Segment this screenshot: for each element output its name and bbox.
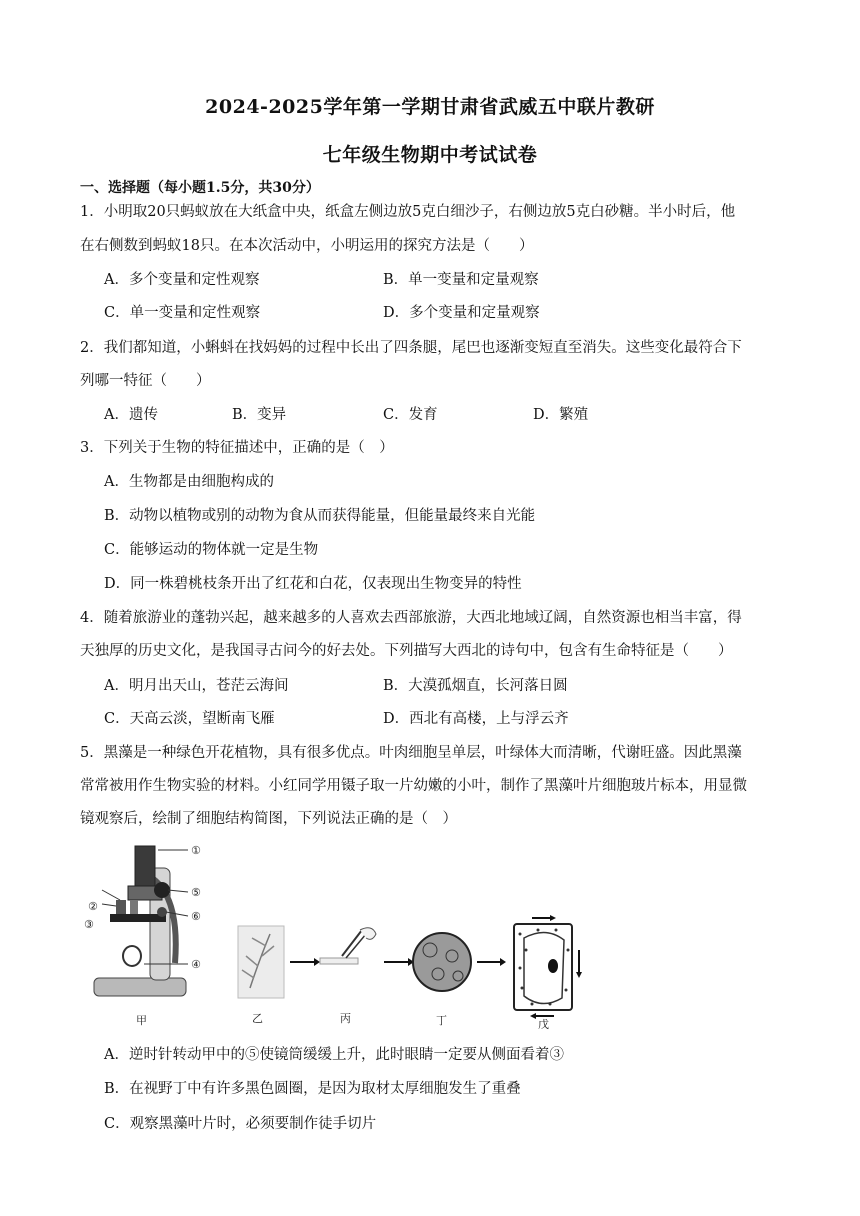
q1-option-c: C．单一变量和定性观察 xyxy=(104,305,261,321)
q4-option-d: D．西北有高楼，上与浮云齐 xyxy=(383,711,569,727)
q5-figure-drawing xyxy=(80,838,600,1033)
q1-option-b: B．单一变量和定量观察 xyxy=(383,272,539,288)
figure-number-1: ① xyxy=(191,844,201,857)
figure-label-wu: 戊 xyxy=(538,1018,549,1031)
q4-stem-line2: 天独厚的历史文化，是我国寻古问今的好去处。下列描写大西北的诗句中，包含有生命特征是（ ） xyxy=(80,643,733,659)
figure-number-6: ⑥ xyxy=(191,910,201,923)
figure-number-5: ⑤ xyxy=(191,886,201,899)
q3-stem: 3．下列关于生物的特征描述中，正确的是（ ） xyxy=(80,440,394,456)
microscope-view-illustration xyxy=(413,933,471,991)
q5-option-a: A．逆时针转动甲中的⑤使镜筒缓缓上升，此时眼睛一定要从侧面看着③ xyxy=(104,1047,564,1063)
figure-number-2: ② xyxy=(88,900,98,913)
slide-preparation-illustration xyxy=(320,928,376,964)
q3-option-a: A．生物都是由细胞构成的 xyxy=(104,474,274,490)
q5-option-b: B．在视野丁中有许多黑色圆圈，是因为取材太厚细胞发生了重叠 xyxy=(104,1081,521,1097)
q1-stem-line1: 1．小明取20只蚂蚁放在大纸盒中央，纸盒左侧边放5克白细沙子，右侧边放5克白砂糖。半小时后，他 xyxy=(80,204,736,220)
q3-option-d: D．同一株碧桃枝条开出了红花和白花，仅表现出生物变异的特性 xyxy=(104,576,522,592)
figure-number-3: ③ xyxy=(84,918,94,931)
q5-figure xyxy=(80,838,600,1033)
exam-title: 2024-2025学年第一学期甘肃省武威五中联片教研 xyxy=(205,96,655,118)
q5-stem-line2: 常常被用作生物实验的材料。小红同学用镊子取一片幼嫩的小叶，制作了黑藻叶片细胞玻片标本，用显微 xyxy=(80,778,747,794)
cell-diagram-illustration xyxy=(514,915,582,1019)
q2-option-d: D．繁殖 xyxy=(533,407,589,423)
plant-sample-illustration xyxy=(238,926,284,998)
figure-label-yi: 乙 xyxy=(252,1012,263,1025)
figure-number-4: ④ xyxy=(191,958,201,971)
q5-option-c: C．观察黑藻叶片时，必须要制作徒手切片 xyxy=(104,1116,377,1132)
q4-option-c: C．天高云淡，望断南飞雁 xyxy=(104,711,275,727)
q3-option-b: B．动物以植物或别的动物为食从而获得能量，但能量最终来自光能 xyxy=(104,508,536,524)
q2-option-a: A．遗传 xyxy=(104,407,158,423)
q4-stem-line1: 4．随着旅游业的蓬勃兴起，越来越多的人喜欢去西部旅游，大西北地域辽阔，自然资源也相当丰富，得 xyxy=(80,610,742,626)
q5-stem-line3: 镜观察后，绘制了细胞结构简图，下列说法正确的是（ ） xyxy=(80,811,457,827)
figure-label-ding: 丁 xyxy=(436,1014,447,1027)
q4-option-a: A．明月出天山，苍茫云海间 xyxy=(104,678,289,694)
q5-stem-line1: 5．黑藻是一种绿色开花植物，具有很多优点。叶肉细胞呈单层，叶绿体大而清晰，代谢旺盛。因此黑藻 xyxy=(80,745,742,761)
q3-option-c: C．能够运动的物体就一定是生物 xyxy=(104,542,319,558)
q1-option-d: D．多个变量和定量观察 xyxy=(383,305,540,321)
q1-stem-line2: 在右侧数到蚂蚁18只。在本次活动中，小明运用的探究方法是（ ） xyxy=(80,238,534,254)
section-heading: 一、选择题（每小题1.5分，共30分） xyxy=(80,180,320,196)
q2-option-c: C．发育 xyxy=(383,407,438,423)
q1-option-a: A．多个变量和定性观察 xyxy=(104,272,260,288)
figure-label-jia: 甲 xyxy=(136,1014,147,1027)
q2-stem-line2: 列哪一特征（ ） xyxy=(80,373,211,389)
q4-option-b: B．大漠孤烟直，长河落日圆 xyxy=(383,678,568,694)
figure-label-bing: 丙 xyxy=(340,1012,351,1025)
q2-stem-line1: 2．我们都知道，小蝌蚪在找妈妈的过程中长出了四条腿，尾巴也逐渐变短直至消失。这些变化最符合下 xyxy=(80,340,742,356)
q2-option-b: B．变异 xyxy=(232,407,287,423)
exam-subtitle: 七年级生物期中考试试卷 xyxy=(322,144,538,166)
microscope-illustration xyxy=(94,846,188,996)
